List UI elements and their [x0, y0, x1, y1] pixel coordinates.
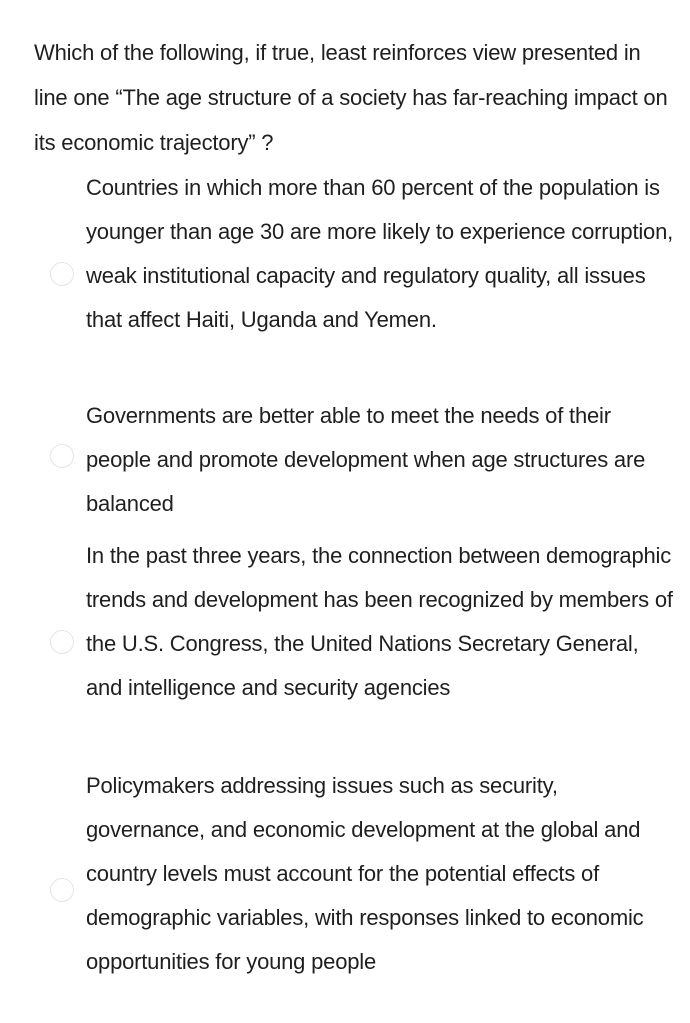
radio-button-c[interactable]	[50, 630, 74, 654]
answer-option-b[interactable]	[0, 394, 690, 526]
answer-option-d-text: Policymakers addressing issues such as security, governance, and economic development at the global and country levels must account for the potential effects of demographic variables, with responses linked to economic opportunities for young people	[86, 773, 644, 974]
answer-option-d[interactable]	[0, 764, 690, 1023]
answer-option-c-text: In the past three years, the connection between demographic trends and development has been recognized by members of the U.S. Congress, the United Nations Secretary General, and intelligence and security agencies	[86, 543, 673, 700]
radio-button-b[interactable]	[50, 444, 74, 468]
answer-option-c[interactable]	[0, 534, 690, 754]
radio-button-a[interactable]	[50, 262, 74, 286]
answer-option-a-text: Countries in which more than 60 percent of the population is younger than age 30 are more likely to experience corruption, weak institutional capacity and regulatory quality, all issues that affect Haiti, Uganda and Yemen.	[86, 175, 674, 332]
radio-button-d[interactable]	[50, 878, 74, 902]
answer-option-b-text: Governments are better able to meet the needs of their people and promote development when age structures are balanced	[86, 403, 646, 516]
answer-option-a[interactable]	[0, 166, 690, 386]
question-text: Which of the following, if true, least reinforces view presented in line one “The age structure of a society has far-reaching impact on its economic trajectory” ?	[34, 40, 668, 155]
